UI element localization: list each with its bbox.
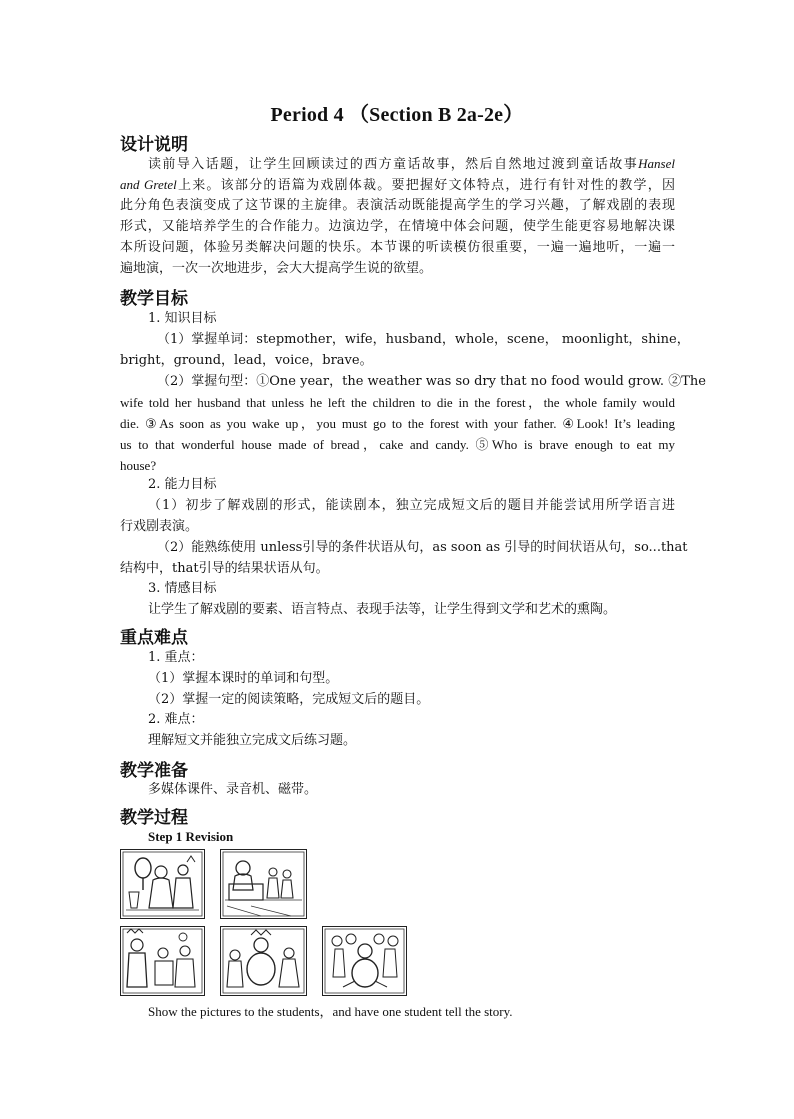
story-picture-3 [120, 926, 205, 996]
design-line-4: 形式，又能培养学生的合作能力。边演边学，在情境中体会问题，使学生能更容易地解决课 [120, 219, 675, 234]
emotion-line-1: 让学生了解戏剧的要素、语言特点、表现手法等，让学生得到文学和艺术的熏陶。 [148, 602, 617, 617]
pattern-line-2: wife told her husband that unless he left the children to die in the forest，the whole family would [120, 395, 675, 410]
pattern-line-4: us to that wonderful house made of bread，cake and candy. ⑤Who is brave enough to eat my [120, 437, 675, 452]
ability-goal-title: 2. 能力目标 [148, 477, 217, 492]
pattern-line-3: die. ③As soon as you wake up，you must go to the forest with your father. ④Look! It’s leading [120, 416, 675, 431]
key-point-title: 1. 重点： [148, 650, 204, 665]
difficulty-title: 2. 难点： [148, 712, 204, 727]
ability-line-2: 行戏剧表演。 [120, 519, 199, 534]
vocab-line-1: （1）掌握单词：stepmother，wife，husband，whole，scene， moonlight，shine， [157, 332, 690, 347]
key-point-1: （1）掌握本课时的单词和句型。 [148, 671, 339, 686]
design-line-6: 遍地演，一次一次地进步，会大大提高学生说的欲望。 [120, 261, 433, 276]
page-title: Period 4 （Section B 2a-2e） [270, 104, 524, 126]
ability-line-4: 结构中，that引导的结果状语从句。 [120, 561, 329, 576]
story-picture-4 [220, 926, 307, 996]
pattern-line-5: house? [120, 458, 157, 473]
vocab-line-2: bright，ground，lead，voice，brave。 [120, 353, 373, 368]
pictures-caption: Show the pictures to the students，and have one student tell the story. [148, 1004, 513, 1019]
key-point-2: （2）掌握一定的阅读策略，完成短文后的题目。 [148, 692, 430, 707]
ability-line-3: （2）能熟练使用 unless引导的条件状语从句，as soon as 引导的时间状语从句，so...that [157, 540, 688, 555]
section-heading-prep: 教学准备 [120, 761, 188, 781]
story-picture-2 [220, 849, 307, 919]
section-heading-design: 设计说明 [120, 135, 188, 155]
knowledge-goal-title: 1. 知识目标 [148, 311, 217, 326]
emotion-goal-title: 3. 情感目标 [148, 581, 217, 596]
design-line-5: 本所设问题，体验另类解决问题的快乐。本节课的听读模仿很重要，一遍一遍地听，一遍一 [120, 240, 675, 255]
pattern-line-1: （2）掌握句型：①One year，the weather was so dry that no food would grow. ②The [157, 374, 706, 389]
section-heading-objectives: 教学目标 [120, 289, 188, 309]
design-line-1: 读前导入话题，让学生回顾读过的西方童话故事，然后自然地过渡到童话故事Hansel [148, 156, 675, 172]
ability-line-1: （1）初步了解戏剧的形式，能读剧本，独立完成短文后的题目并能尝试用所学语言进 [148, 498, 675, 513]
section-heading-process: 教学过程 [120, 808, 188, 828]
design-line-2: and Gretel上来。该部分的语篇为戏剧体裁。要把握好文体特点，进行有针对性的教学，因 [120, 177, 675, 193]
difficulty-1: 理解短文并能独立完成文后练习题。 [148, 733, 357, 748]
prep-text: 多媒体课件、录音机、磁带。 [148, 782, 318, 797]
story-picture-1 [120, 849, 205, 919]
design-line-3: 此分角色表演变成了这节课的主旋律。表演活动既能提高学生的学习兴趣，了解戏剧的表现 [120, 198, 675, 213]
story-picture-5 [322, 926, 407, 996]
section-heading-keypoints: 重点难点 [120, 628, 188, 648]
step-1-title: Step 1 Revision [148, 829, 234, 844]
